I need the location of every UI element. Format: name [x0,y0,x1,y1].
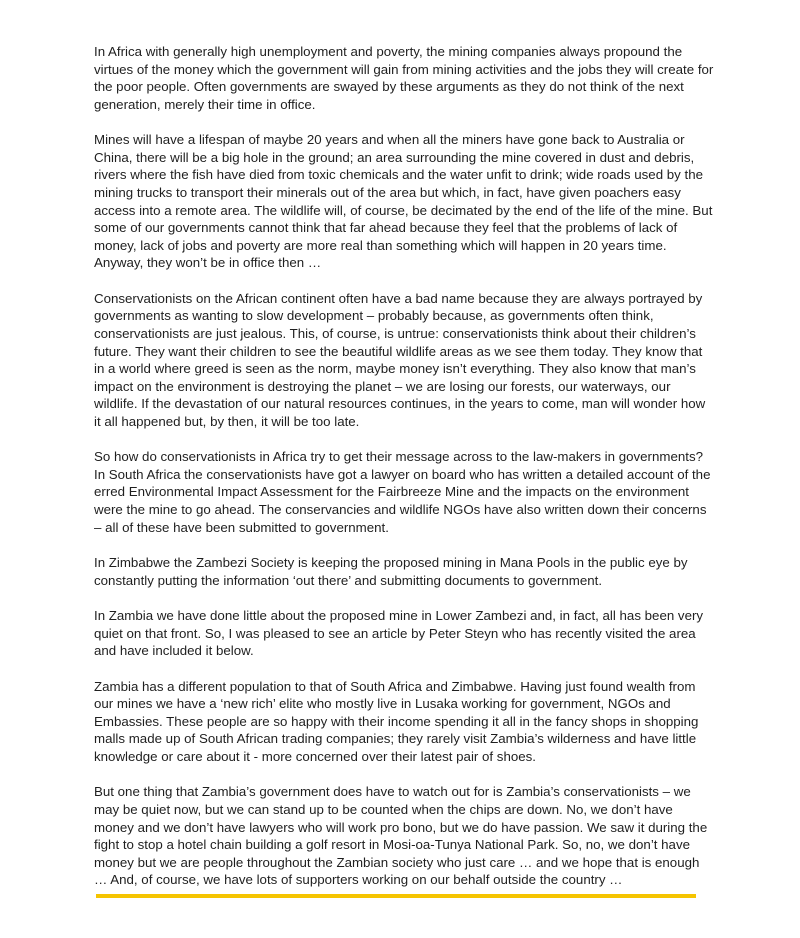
document-body [94,43,714,907]
paragraph-south-africa-approach: So how do conservationists in Africa try to get their message across to the law-makers in governments? In South Africa the conservationists have got a lawyer on board who has written a detailed account of the erred Environmental Impact Assessment for the Fairbreeze Mine and the impacts on the environment were the mine to go ahead. The conservancies and wildlife NGOs have also written down their concerns – all of these have been submitted to government. [94,449,711,535]
paragraph-zambia-population: Zambia has a different population to that of South Africa and Zimbabwe. Having just found wealth from our mines we have a ‘new rich’ elite who mostly live in Lusaka working for government, NGOs and Embassies. These people are so happy with their income spending it all in the fancy shops in shopping malls made up of South African trading companies; they rarely visit Zambia’s wilderness and have little knowledge or care about it - more concerned over their latest pair of shoes. [94,678,699,764]
footer-divider [96,894,696,898]
paragraph-zambia-conservationists: But one thing that Zambia’s government does have to watch out for is Zambia’s conservationists – we may be quiet now, but we can stand up to be counted when the chips are down. No, we don’t have money and we don’t have lawyers who will work pro bono, but we do have passion. We saw it during the fight to stop a hotel chain building a golf resort in Mosi-oa-Tunya National Park. So, no, we don’t have money but we are people throughout the Zambian society who just care … and we hope that is enough … And, of course, we have lots of supporters working on our behalf outside the country … [94,784,708,888]
paragraph-conservationists-reputation: Conservationists on the African continent often have a bad name because they are always portrayed by governments as wanting to slow development – probably because, as governments often think, conservationists are just jealous. This, of course, is untrue: conservationists think about their children’s future. They want their children to see the beautiful wildlife areas as we see them today. They know that in a world where greed is seen as the norm, maybe money isn’t everything. They also know that man’s impact on the environment is destroying the planet – we are losing our forests, our waterways, our wildlife. If the devastation of our natural resources continues, in the years to come, man will wonder how it all happened but, by then, it will be too late. [94,290,706,429]
paragraph-mining-promises: In Africa with generally high unemployment and poverty, the mining companies always propound the virtues of the money which the government will gain from mining activities and the jobs they will create for the poor people. Often governments are swayed by these arguments as they do not think of the next generation, merely their time in office. [94,44,714,112]
paragraph-mine-lifespan: Mines will have a lifespan of maybe 20 years and when all the miners have gone back to Australia or China, there will be a big hole in the ground; an area surrounding the mine covered in dust and debris, rivers where the fish have died from toxic chemicals and the water unfit to drink; wide roads used by the mining trucks to transport their minerals out of the area but which, in fact, have given poachers easy access into a remote area. The wildlife will, of course, be decimated by the end of the life of the mine. But some of our governments cannot think that far ahead because they feel that the problems of lack of money, lack of jobs and poverty are more real than something which will happen in 20 years time. Anyway, they won’t be in office then … [94,132,713,271]
paragraph-zambia-lower-zambezi: In Zambia we have done little about the proposed mine in Lower Zambezi and, in fact, all has been very quiet on that front. So, I was pleased to see an article by Peter Steyn who has recently visited the area and have included it below. [94,608,704,659]
paragraph-zimbabwe-approach: In Zimbabwe the Zambezi Society is keeping the proposed mining in Mana Pools in the public eye by constantly putting the information ‘out there’ and submitting documents to government. [94,555,688,588]
